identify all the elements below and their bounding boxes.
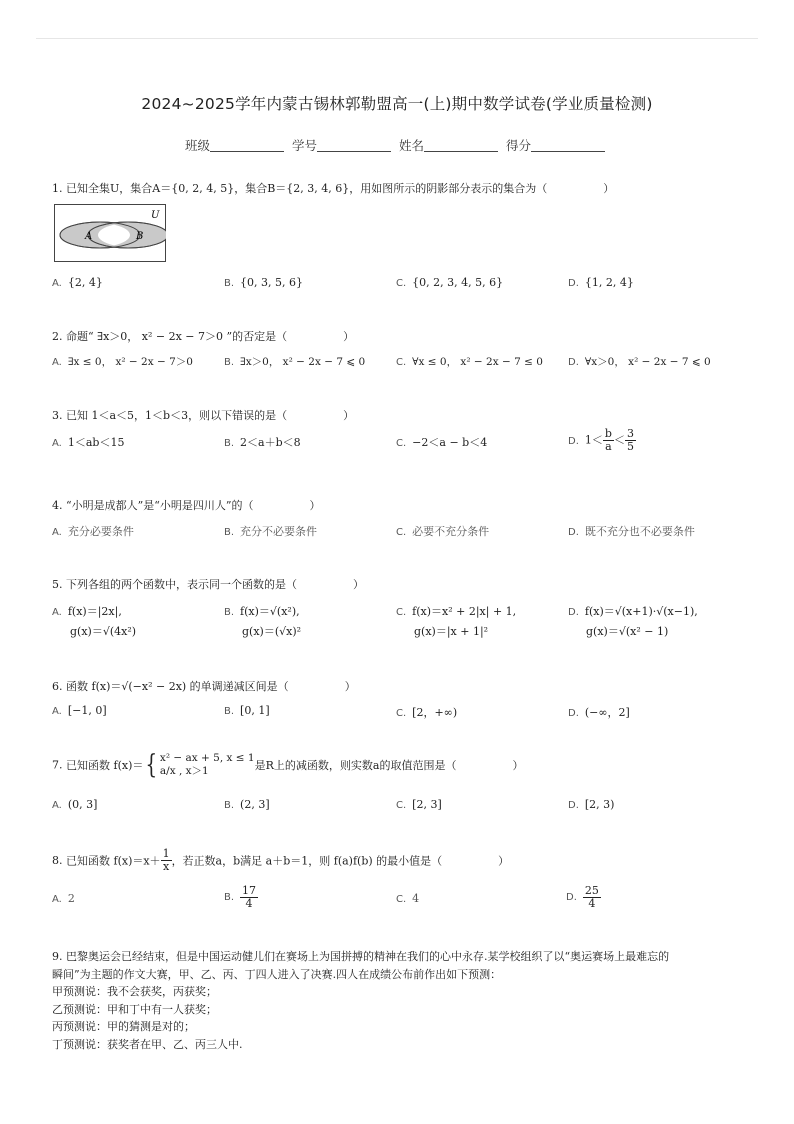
q5-option-b[interactable]: B. f(x)＝√(x²), g(x)＝(√x)² [224, 605, 302, 638]
venn-label-a: A [85, 231, 93, 242]
question-9-line: 乙预测说：甲和丁中有一人获奖； [52, 1002, 217, 1016]
q1-option-b[interactable]: B. {0, 3, 5, 6} [224, 276, 304, 289]
fraction-b-over-a: $\frac{b}{a}$ [604, 427, 612, 453]
q5-option-d[interactable]: D. f(x)＝√(x+1)·√(x−1), g(x)＝√(x² − 1) [568, 605, 698, 638]
q5-option-a[interactable]: A. f(x)＝|2x|, g(x)＝√(4x²) [52, 605, 137, 638]
venn-label-u: U [151, 210, 160, 221]
question-9-line: 丙预测说：甲的猜测是对的； [52, 1020, 195, 1033]
field-number-blank[interactable] [317, 139, 391, 152]
question-3-stem: 3. 已知 1＜a＜5，1＜b＜3，则以下错误的是（ ） [52, 409, 355, 422]
field-score-label: 得分 [505, 138, 531, 153]
q4-option-a[interactable]: A. 充分必要条件 [52, 525, 134, 538]
venn-diagram [54, 204, 166, 262]
q3-option-d[interactable]: D. 1＜ $\frac{b}{a}$ ＜ $\frac{3}{5}$ [568, 427, 634, 453]
piecewise-brace: { [145, 750, 158, 780]
q6-option-a[interactable]: A. [−1, 0] [52, 704, 107, 717]
q1-option-c[interactable]: C. {0, 2, 3, 4, 5, 6} [396, 276, 504, 289]
q2-option-b[interactable]: B. ∃x＞0， x² − 2x − 7 ⩽ 0 [224, 356, 366, 368]
field-name-label: 姓名 [398, 138, 424, 153]
question-8-stem: 8. 已知函数 f(x)＝x＋ $\frac{1}{x}$ ，若正数a，b满足 a＋b＝1，则 f(a)f(b) 的最小值是（ ） [52, 847, 510, 873]
fraction-1-over-x: $\frac{1}{x}$ [162, 847, 170, 873]
q7-option-a[interactable]: A. (0, 3] [52, 798, 98, 811]
question-9-line: 瞬间”为主题的作文大赛，甲、乙、丙、丁四人进入了决赛.四人在成绩公布前作出如下预测： [52, 967, 502, 981]
q8-option-b[interactable]: B. $\frac{17}{4}$ [224, 884, 257, 910]
top-rule [36, 38, 758, 39]
field-name-blank[interactable] [424, 139, 498, 152]
question-9-line: 丁预测说：获奖者在甲、乙、丙三人中. [52, 1037, 243, 1051]
field-score-blank[interactable] [531, 139, 605, 152]
piecewise-cases: x² − ax + 5, x ≤ 1 a/x , x＞1 [159, 752, 255, 777]
q7-option-d[interactable]: D. [2, 3) [568, 798, 615, 811]
student-info-row [0, 136, 794, 154]
q4-option-c[interactable]: C. 必要不充分条件 [396, 525, 490, 538]
question-9-line: 9. 巴黎奥运会已经结束，但是中国运动健儿们在赛场上为国拼搏的精神在我们的心中永存.某学校组织了以“奥运赛场上最难忘的 [52, 950, 670, 963]
question-5-stem: 5. 下列各组的两个函数中，表示同一个函数的是（ ） [52, 578, 364, 591]
question-7-stem: 7. 已知函数 f(x)＝{ x² − ax + 5, x ≤ 1 a/x , x＞1 是R上的减函数，则实数a的取值范围是（ ） [52, 750, 524, 780]
q6-option-d[interactable]: D. (−∞，2] [568, 706, 630, 719]
fraction-25-over-4: $\frac{25}{4}$ [584, 884, 599, 910]
q4-option-b[interactable]: B. 充分不必要条件 [224, 525, 318, 538]
q6-option-c[interactable]: C. [2，+∞) [396, 706, 458, 719]
q5-option-c[interactable]: C. f(x)＝x² + 2|x| + 1, g(x)＝|x + 1|² [396, 605, 517, 638]
question-2-stem: 2. 命题“ ∃x＞0， x² − 2x − 7＞0 ”的否定是（ ） [52, 330, 355, 343]
q3-option-c[interactable]: C. −2＜a − b＜4 [396, 436, 488, 449]
field-number-label: 学号 [291, 138, 317, 153]
question-1-stem: 1. 已知全集U，集合A＝{0, 2, 4, 5}，集合B＝{2, 3, 4, 6}，用如图所示的阴影部分表示的集合为（ ） [52, 182, 615, 195]
q8-option-d[interactable]: D. $\frac{25}{4}$ [566, 884, 599, 910]
q3-option-b[interactable]: B. 2＜a＋b＜8 [224, 436, 301, 449]
q1-option-d[interactable]: D. {1, 2, 4} [568, 276, 634, 289]
fraction-3-over-5: $\frac{3}{5}$ [626, 427, 634, 453]
q2-option-c[interactable]: C. ∀x ≤ 0， x² − 2x − 7 ≤ 0 [396, 356, 543, 368]
field-class-blank[interactable] [210, 139, 284, 152]
q3-option-a[interactable]: A. 1＜ab＜15 [52, 436, 125, 449]
q1-option-a[interactable]: A. {2, 4} [52, 276, 103, 289]
question-9-text [52, 948, 742, 1053]
question-6-stem: 6. 函数 f(x)＝√(−x² − 2x) 的单调递减区间是（ ） [52, 680, 356, 693]
q2-option-a[interactable]: A. ∃x ≤ 0， x² − 2x − 7＞0 [52, 356, 193, 368]
field-class-label: 班级 [184, 138, 210, 153]
q6-option-b[interactable]: B. [0, 1] [224, 704, 270, 717]
q7-option-c[interactable]: C. [2, 3] [396, 798, 442, 811]
question-4-stem: 4. “小明是成都人”是“小明是四川人”的（ ） [52, 499, 321, 512]
question-9-line: 甲预测说：我不会获奖，丙获奖； [52, 985, 217, 998]
venn-label-b: B [136, 231, 144, 242]
q4-option-d[interactable]: D. 既不充分也不必要条件 [568, 525, 695, 538]
fraction-17-over-4: $\frac{17}{4}$ [242, 884, 257, 910]
q8-option-c[interactable]: C. 4 [396, 892, 420, 905]
q8-option-a[interactable]: A. 2 [52, 892, 75, 905]
q7-option-b[interactable]: B. (2, 3] [224, 798, 270, 811]
q2-option-d[interactable]: D. ∀x＞0， x² − 2x − 7 ⩽ 0 [568, 356, 711, 368]
exam-title: 2024~2025学年内蒙古锡林郭勒盟高一(上)期中数学试卷(学业质量检测) [141, 95, 653, 113]
